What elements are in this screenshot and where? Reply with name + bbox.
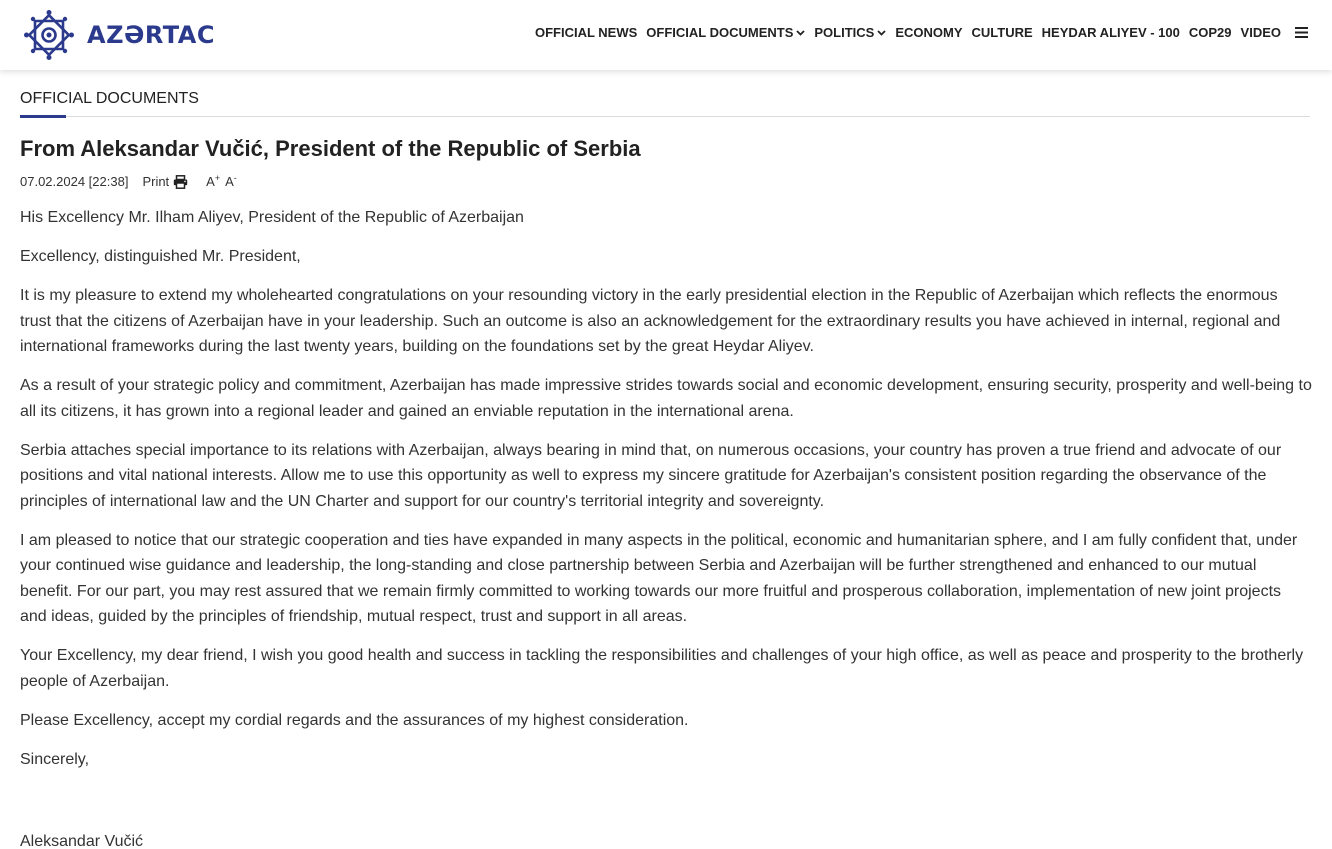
nav-item-economy[interactable] <box>895 25 962 40</box>
nav-item-heydar-aliyev-100[interactable] <box>1042 25 1180 40</box>
azertac-emblem-icon <box>22 8 76 62</box>
nav-item-label: OFFICIAL NEWS <box>534 25 638 40</box>
section-header <box>20 89 1310 117</box>
nav-item-cop29[interactable] <box>1189 25 1232 40</box>
nav-item-culture[interactable] <box>972 25 1033 40</box>
main-nav <box>535 25 1308 40</box>
article-paragraph: As a result of your strategic policy and commitment, Azerbaijan has made impressive strides towards social and economic development, ensuring security, prosperity and well-being to all its citizens, it has grown into a regional leader and gained an enviable reputation in the international arena. <box>20 377 1312 420</box>
nav-item-label: CULTURE <box>971 25 1033 40</box>
article-paragraph: I am pleased to notice that our strategic cooperation and ties have expanded in many aspects in the political, economic and humanitarian sphere, and I am fully confident that, under your continued wise guidance and leadership, the long-standing and close partnership between Serbia and Azerbaijan will be further strengthened and enhanced to our mutual benefit. For our part, you may rest assured that we remain firmly committed to working towards our more fruitful and prosperous collaboration, implementation of new joint projects and ideas, guided by the principles of friendship, mutual respect, trust and support in all areas. <box>20 531 1298 625</box>
site-logo[interactable] <box>22 8 215 62</box>
section-title-underline <box>20 115 66 118</box>
article-paragraph: Please Excellency, accept my cordial regards and the assurances of my highest consideration. <box>20 711 689 729</box>
nav-item-label: HEYDAR ALIYEV - 100 <box>1041 25 1180 40</box>
article-paragraph: Your Excellency, my dear friend, I wish you good health and success in tackling the responsibilities and challenges of your high office, as well as peace and prosperity to the brotherly people of Azerbaijan. <box>20 647 1304 690</box>
chevron-down-icon <box>877 30 886 36</box>
article-paragraph: Serbia attaches special importance to its relations with Azerbaijan, always bearing in mind that, on numerous occasions, your country has proven a true friend and advocate of our positions and vital national interests. Allow me to use this opportunity as well to express my sincere gratitude for Azerbaijan's consistent position regarding the observance of the principles of international law and the UN Charter and support for our country's territorial integrity and sovereignty. <box>20 441 1282 510</box>
article-meta <box>20 174 237 190</box>
nav-item-official-documents[interactable] <box>646 25 805 40</box>
nav-item-label: VIDEO <box>1240 25 1281 40</box>
brand-name: AZƏRTAC <box>87 21 215 49</box>
article-closing: Sincerely, <box>20 750 90 768</box>
section-title[interactable]: OFFICIAL DOCUMENTS <box>20 90 199 107</box>
article-body <box>20 205 1312 849</box>
article-paragraph: It is my pleasure to extend my wholehearted congratulations on your resounding victory in the early presidential election in the Republic of Azerbaijan which reflects the enormous trust that the citizens of Azerbaijan have in your leadership. Such an outcome is also an acknowledgement for the extraordinary results you have achieved in internal, regional and international frameworks during the last twenty years, building on the foundations set by the great Heydar Aliyev. <box>20 287 1281 355</box>
nav-item-video[interactable] <box>1241 25 1281 40</box>
font-decrease-button[interactable]: A- <box>225 173 237 189</box>
print-button[interactable] <box>142 174 188 190</box>
site-header <box>0 0 1332 70</box>
print-label: Print <box>142 174 170 189</box>
article-title: From Aleksandar Vučić, President of the Republic of Serbia <box>20 136 641 161</box>
printer-icon <box>173 175 188 189</box>
nav-item-official-news[interactable] <box>535 25 637 40</box>
hamburger-menu-icon[interactable] <box>1295 27 1308 38</box>
nav-item-label: OFFICIAL DOCUMENTS <box>646 25 794 40</box>
nav-item-politics[interactable] <box>814 25 886 40</box>
nav-item-label: COP29 <box>1188 25 1232 40</box>
article-paragraph: Excellency, distinguished Mr. President, <box>20 248 301 265</box>
article-signature: Aleksandar Vučić <box>20 833 144 849</box>
chevron-down-icon <box>796 30 805 36</box>
font-increase-button[interactable]: A+ <box>206 173 221 189</box>
nav-item-label: ECONOMY <box>895 25 963 40</box>
article-date: 07.02.2024 [22:38] <box>20 174 129 189</box>
nav-item-label: POLITICS <box>814 25 875 40</box>
font-size-controls <box>206 174 237 190</box>
article-paragraph: His Excellency Mr. Ilham Aliyev, President of the Republic of Azerbaijan <box>20 209 524 226</box>
